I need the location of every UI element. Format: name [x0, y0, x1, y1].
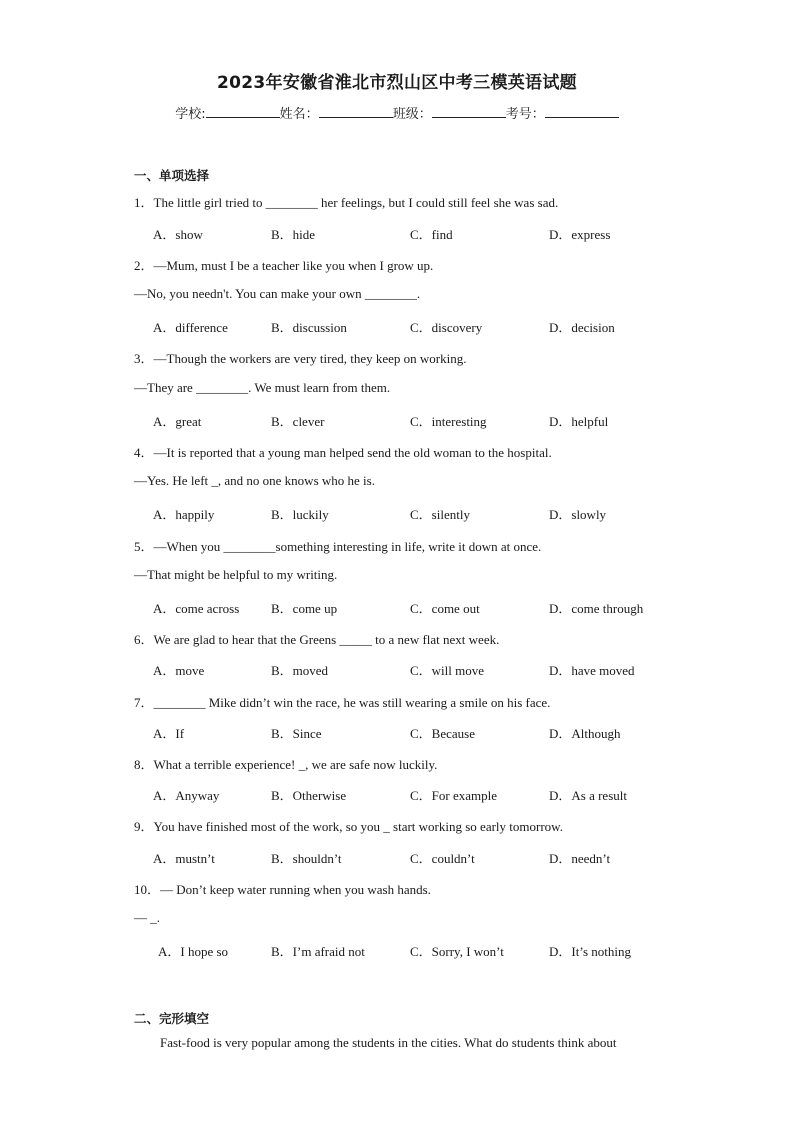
number-blank[interactable] [545, 105, 619, 118]
option-c[interactable]: C．Sorry, I won’t [410, 944, 504, 959]
question-3-stem: 3．—Though the workers are very tired, they keep on working. [134, 351, 467, 366]
option-d[interactable]: D．As a result [549, 788, 627, 803]
question-7-stem: 7．________ Mike didn’t win the race, he was still wearing a smile on his face. [134, 695, 551, 710]
option-b[interactable]: B．I’m afraid not [271, 944, 365, 959]
student-info-row [0, 103, 794, 122]
option-b[interactable]: B．luckily [271, 507, 329, 522]
option-d[interactable]: D．express [549, 227, 611, 242]
question-8-options [153, 785, 713, 803]
question-2-line2: —No, you needn't. You can make your own ________. [134, 286, 421, 301]
question-5-line2: —That might be helpful to my writing. [134, 567, 338, 582]
option-b[interactable]: B．moved [271, 663, 329, 678]
option-d[interactable]: D．Although [549, 726, 621, 741]
cloze-passage-line: Fast-food is very popular among the students in the cities. What do students think about [160, 1035, 617, 1050]
question-10-line2: — _. [134, 910, 160, 925]
question-4-stem: 4．—It is reported that a young man helped send the old woman to the hospital. [134, 445, 552, 460]
option-d[interactable]: D．needn’t [549, 851, 611, 866]
class-label: 班级： [392, 107, 432, 122]
name-label: 姓名： [279, 107, 319, 122]
option-b[interactable]: B．Otherwise [271, 788, 347, 803]
option-c[interactable]: C．come out [410, 601, 480, 616]
question-2-options [153, 317, 713, 335]
school-label: 学校: [175, 107, 206, 122]
question-3-options [153, 411, 713, 429]
question-10-options [158, 941, 718, 959]
option-c[interactable]: C．Because [410, 726, 475, 741]
section-heading-single-choice: 一、单项选择 [134, 168, 210, 183]
question-7-options [153, 723, 713, 741]
option-a[interactable]: A．difference [153, 320, 228, 335]
option-b[interactable]: B．come up [271, 601, 338, 616]
option-a[interactable]: A．move [153, 663, 205, 678]
option-c[interactable]: C．discovery [410, 320, 483, 335]
number-label: 考号： [505, 107, 545, 122]
question-9-options [153, 848, 713, 866]
question-5-options [153, 598, 713, 616]
option-a[interactable]: A．come across [153, 601, 240, 616]
question-4-options [153, 504, 713, 522]
option-b[interactable]: B．discussion [271, 320, 347, 335]
option-a[interactable]: A．great [153, 414, 202, 429]
question-4-line2: —Yes. He left _, and no one knows who he is. [134, 473, 375, 488]
option-a[interactable]: A．Anyway [153, 788, 220, 803]
option-b[interactable]: B．Since [271, 726, 322, 741]
option-b[interactable]: B．hide [271, 227, 316, 242]
option-d[interactable]: D．helpful [549, 414, 609, 429]
class-blank[interactable] [432, 105, 506, 118]
option-d[interactable]: D．have moved [549, 663, 635, 678]
question-1-options [153, 224, 713, 242]
option-c[interactable]: C．couldn’t [410, 851, 475, 866]
option-a[interactable]: A．I hope so [158, 944, 229, 959]
option-d[interactable]: D．slowly [549, 507, 607, 522]
option-c[interactable]: C．interesting [410, 414, 487, 429]
option-c[interactable]: C．For example [410, 788, 498, 803]
question-1-stem: 1．The little girl tried to ________ her feelings, but I could still feel she was sad. [134, 195, 559, 210]
question-6-options [153, 660, 713, 678]
option-c[interactable]: C．will move [410, 663, 485, 678]
school-blank[interactable] [206, 105, 280, 118]
question-5-stem: 5．—When you ________something interesting in life, write it down at once. [134, 539, 542, 554]
option-a[interactable]: A．mustn’t [153, 851, 215, 866]
option-a[interactable]: A．show [153, 227, 203, 242]
name-blank[interactable] [319, 105, 393, 118]
question-8-stem: 8．What a terrible experience! _, we are safe now luckily. [134, 757, 438, 772]
option-c[interactable]: C．silently [410, 507, 470, 522]
option-d[interactable]: D．come through [549, 601, 644, 616]
exam-title: 2023年安徽省淮北市烈山区中考三模英语试题 [217, 73, 577, 93]
question-9-stem: 9．You have finished most of the work, so you _ start working so early tomorrow. [134, 819, 563, 834]
question-6-stem: 6．We are glad to hear that the Greens _____ to a new flat next week. [134, 632, 500, 647]
option-d[interactable]: D．It’s nothing [549, 944, 631, 959]
option-d[interactable]: D．decision [549, 320, 615, 335]
section-heading-cloze: 二、完形填空 [134, 1011, 210, 1026]
option-a[interactable]: A．If [153, 726, 185, 741]
option-a[interactable]: A．happily [153, 507, 215, 522]
option-c[interactable]: C．find [410, 227, 453, 242]
question-2-stem: 2．—Mum, must I be a teacher like you when I grow up. [134, 258, 434, 273]
option-b[interactable]: B．shouldn’t [271, 851, 342, 866]
question-3-line2: —They are ________. We must learn from them. [134, 380, 391, 395]
question-10-stem: 10．— Don’t keep water running when you wash hands. [134, 882, 431, 897]
option-b[interactable]: B．clever [271, 414, 325, 429]
